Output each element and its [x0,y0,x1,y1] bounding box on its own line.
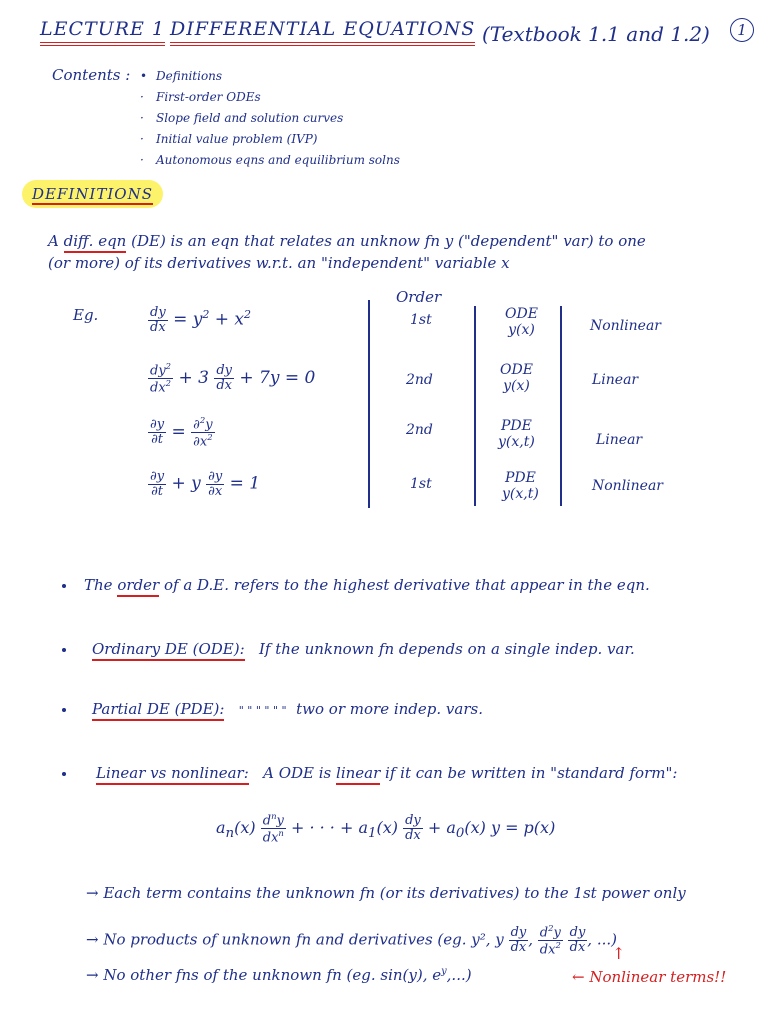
table-row-order: 1st [410,312,432,328]
table-row-type: ODE y(x) [505,306,538,338]
table-row-linearity: Linear [592,372,639,388]
table-row-linearity: Nonlinear [592,478,663,494]
page-number: 1 [730,18,754,42]
order-header: Order [396,288,442,306]
contents-item: • Definitions [140,69,223,83]
linear-vs-nonlinear-term: Linear vs nonlinear: [96,764,249,785]
table-divider-right [560,306,562,506]
equation-1: $\frac{dy}{dx}$ = $y^2 + x^2$ [150,305,252,335]
contents-item: · First-order ODEs [140,90,261,104]
textbook-reference: (Textbook 1.1 and 1.2) [482,22,710,46]
intro-line-1: A diff. eqn (DE) is an eqn that relates an unknow fn y ("dependent" var) to one [48,232,646,250]
contents-label: Contents : [52,66,131,84]
linear-term: linear [336,764,380,785]
table-divider-mid [474,306,476,506]
lecture-title: DIFFERENTIAL EQUATIONS [170,18,475,46]
example-label: Eg. [73,306,99,324]
intro-line-2: (or more) of its derivatives w.r.t. an "independent" variable x [48,254,510,272]
equation-3: $\frac{\partial y}{\partial t}$ = $\frac{\partial^2y}{\partial x^2}$ [150,415,213,450]
diff-eqn-term: diff. eqn [64,232,127,253]
note-2: → No products of unknown fn and derivatives (eg. y², y $\frac{dy}{dx}$ , $\frac{d^2y}{dx^2}$ $\frac{dy}{dx}$ , ...) [86,923,617,958]
contents-item: · Initial value problem (IVP) [140,132,318,146]
bullet-dot [62,584,66,588]
bullet-dot [62,648,66,652]
order-term: order [117,576,159,597]
linear-definition: Linear vs nonlinear: A ODE is linear if it can be written in "standard form": [96,764,677,782]
table-row-type: PDE y(x,t) [498,418,535,450]
note-1: → Each term contains the unknown fn (or its derivatives) to the 1st power only [86,884,686,902]
equation-4: $\frac{\partial y}{\partial t}$ + y $\frac{\partial y}{\partial x}$ = 1 [150,469,261,499]
pde-definition: Partial DE (PDE): " " " " " " two or more indep. vars. [92,700,483,718]
note-3: → No other fns of the unknown fn (eg. sin(y), $e^y$,...) [86,966,472,984]
contents-item: · Autonomous eqns and equilibrium solns [140,153,400,167]
ode-definition: Ordinary DE (ODE): If the unknown fn depends on a single indep. var. [92,640,635,658]
table-row-linearity: Nonlinear [590,318,661,334]
nonlinear-terms-note: ← Nonlinear terms!! [572,968,727,986]
table-row-order: 1st [410,476,432,492]
contents-list [140,66,400,171]
table-row-type: ODE y(x) [500,362,533,394]
ode-term: Ordinary DE (ODE): [92,640,245,661]
equation-2: $\frac{dy^2}{dx^2}$ + 3 $\frac{dy}{dx}$ + 7y = 0 [150,361,316,396]
table-row-order: 2nd [406,422,433,438]
table-row-order: 2nd [406,372,433,388]
table-divider-left [368,300,370,508]
bullet-dot [62,772,66,776]
up-arrow-icon: ↑ [612,944,626,963]
standard-form-equation: $a_n(x)$ $\frac{d^ny}{dx^n}$ + · · · + $a_1(x)$ $\frac{dy}{dx}$ + $a_0(x) y = p(x)$ [216,811,556,846]
pde-term: Partial DE (PDE): [92,700,224,721]
order-definition: The order of a D.E. refers to the highest derivative that appear in the eqn. [84,576,650,594]
table-row-type: PDE y(x,t) [502,470,539,502]
contents-item: · Slope field and solution curves [140,111,344,125]
definitions-heading: DEFINITIONS [22,180,163,208]
lecture-label: LECTURE 1 [40,18,165,46]
table-row-linearity: Linear [596,432,643,448]
bullet-dot [62,708,66,712]
